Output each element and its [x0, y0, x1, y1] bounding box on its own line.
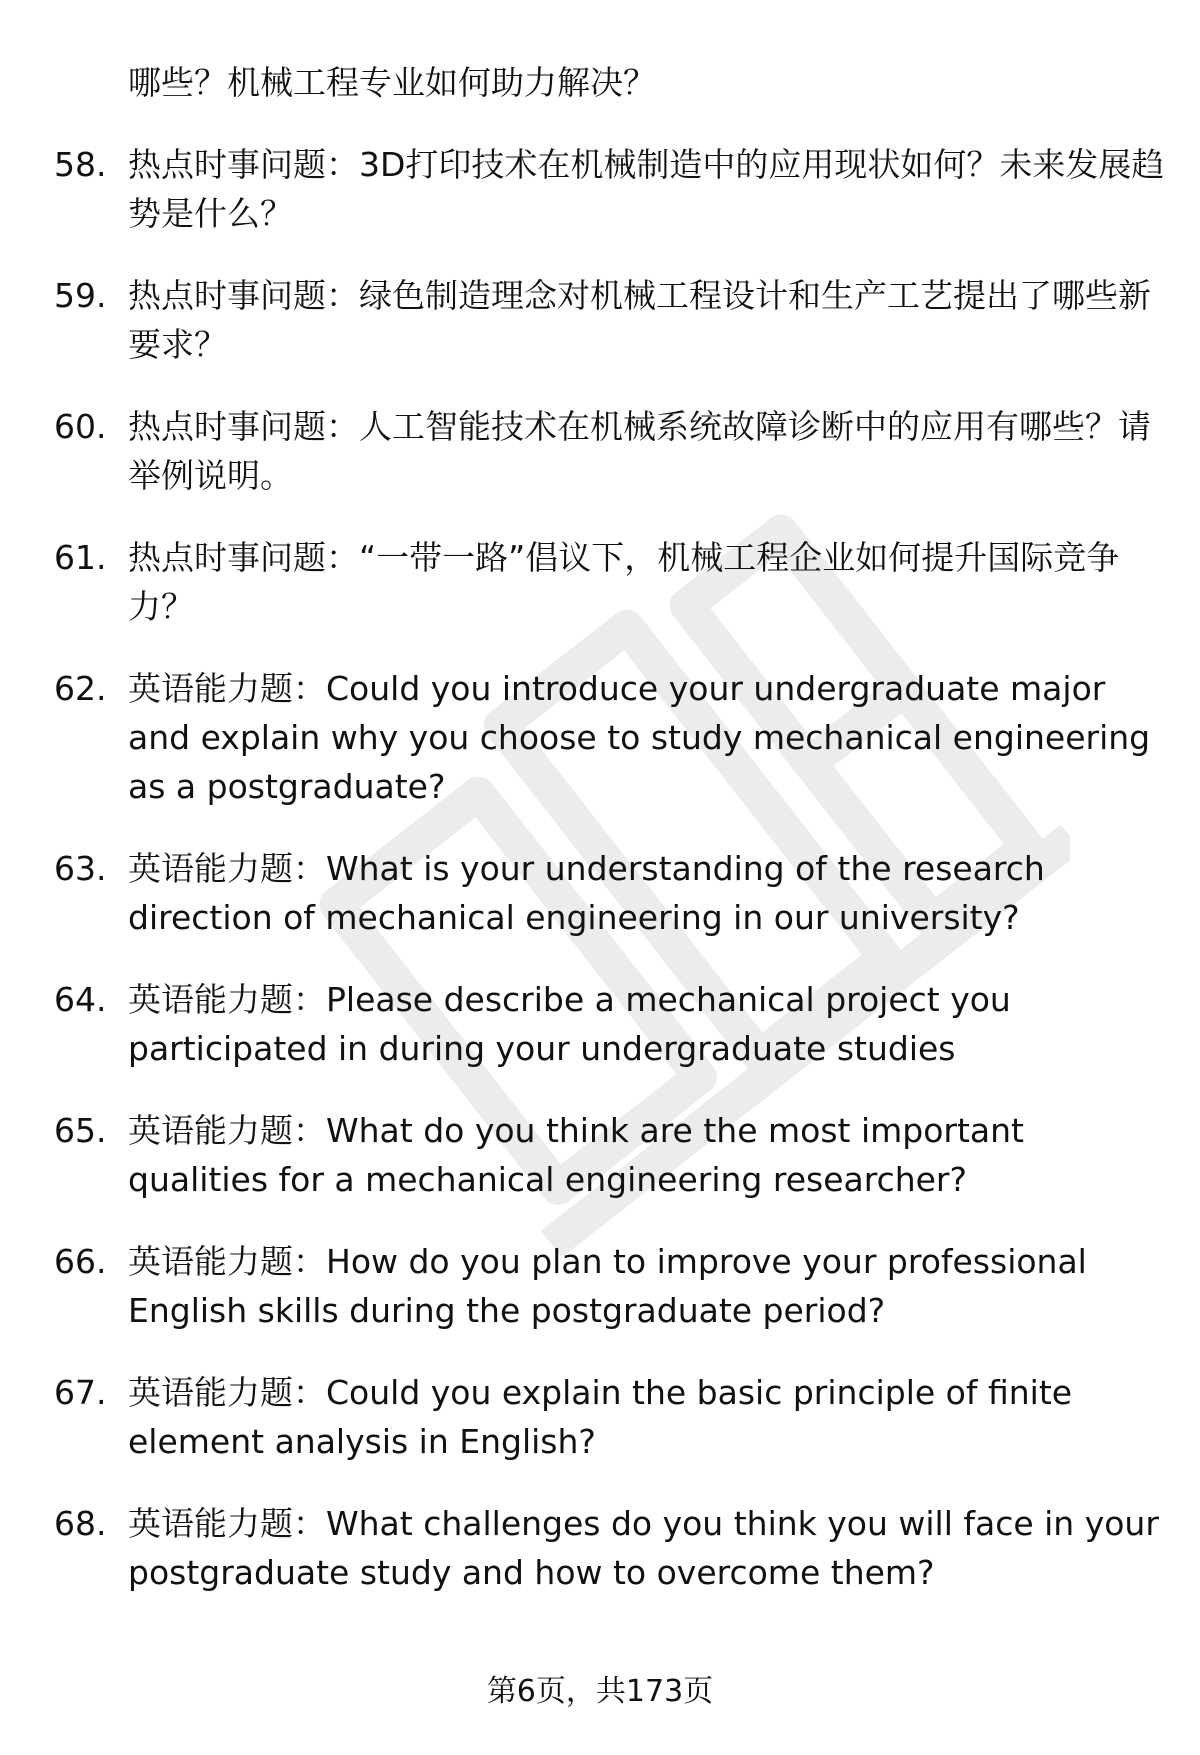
question-item	[0, 1106, 1200, 1204]
question-number: 65.	[54, 1111, 107, 1150]
question-number: 66.	[54, 1242, 107, 1281]
question-number: 62.	[54, 669, 107, 708]
question-number: 67.	[54, 1373, 107, 1412]
question-text: 英语能力题：What is your understanding of the research direction of mechanical engineering in our university?	[128, 849, 1045, 937]
question-number: 60.	[54, 407, 107, 446]
question-item	[0, 1237, 1200, 1335]
question-text: 热点时事问题：人工智能技术在机械系统故障诊断中的应用有哪些？请举例说明。	[128, 407, 1151, 495]
question-item	[0, 664, 1200, 811]
question-item	[0, 1368, 1200, 1466]
question-number: 63.	[54, 849, 107, 888]
question-text: 英语能力题：How do you plan to improve your professional English skills during the postgraduate period?	[128, 1242, 1087, 1330]
question-item	[0, 140, 1200, 238]
continued-question-text: 哪些？机械工程专业如何助力解决？	[128, 63, 656, 102]
question-text: 英语能力题：What do you think are the most important qualities for a mechanical engineering researcher?	[128, 1111, 1024, 1199]
question-list	[0, 58, 1200, 1630]
question-text: 英语能力题：What challenges do you think you will face in your postgraduate study and how to overcome them?	[128, 1504, 1159, 1592]
question-number: 59.	[54, 276, 107, 315]
question-text: 热点时事问题：“一带一路”倡议下，机械工程企业如何提升国际竞争力？	[128, 538, 1120, 626]
question-item	[0, 975, 1200, 1073]
question-text: 英语能力题：Could you explain the basic principle of finite element analysis in English?	[128, 1373, 1073, 1461]
page-footer: 第6页，共173页	[486, 1674, 714, 1709]
question-text: 英语能力题：Could you introduce your undergraduate major and explain why you choose to study mechanical engineering as a postgraduate?	[128, 669, 1151, 806]
question-item	[0, 402, 1200, 500]
question-item	[0, 844, 1200, 942]
question-item	[0, 271, 1200, 369]
question-item	[0, 1499, 1200, 1597]
question-text: 英语能力题：Please describe a mechanical project you participated in during your undergraduate studies	[128, 980, 1011, 1068]
question-number: 61.	[54, 538, 107, 577]
question-number: 68.	[54, 1504, 107, 1543]
question-text: 热点时事问题：3D打印技术在机械制造中的应用现状如何？未来发展趋势是什么？	[128, 145, 1165, 233]
question-text: 热点时事问题：绿色制造理念对机械工程设计和生产工艺提出了哪些新要求？	[128, 276, 1151, 364]
question-item	[0, 533, 1200, 631]
question-number: 64.	[54, 980, 107, 1019]
question-number: 58.	[54, 145, 107, 184]
